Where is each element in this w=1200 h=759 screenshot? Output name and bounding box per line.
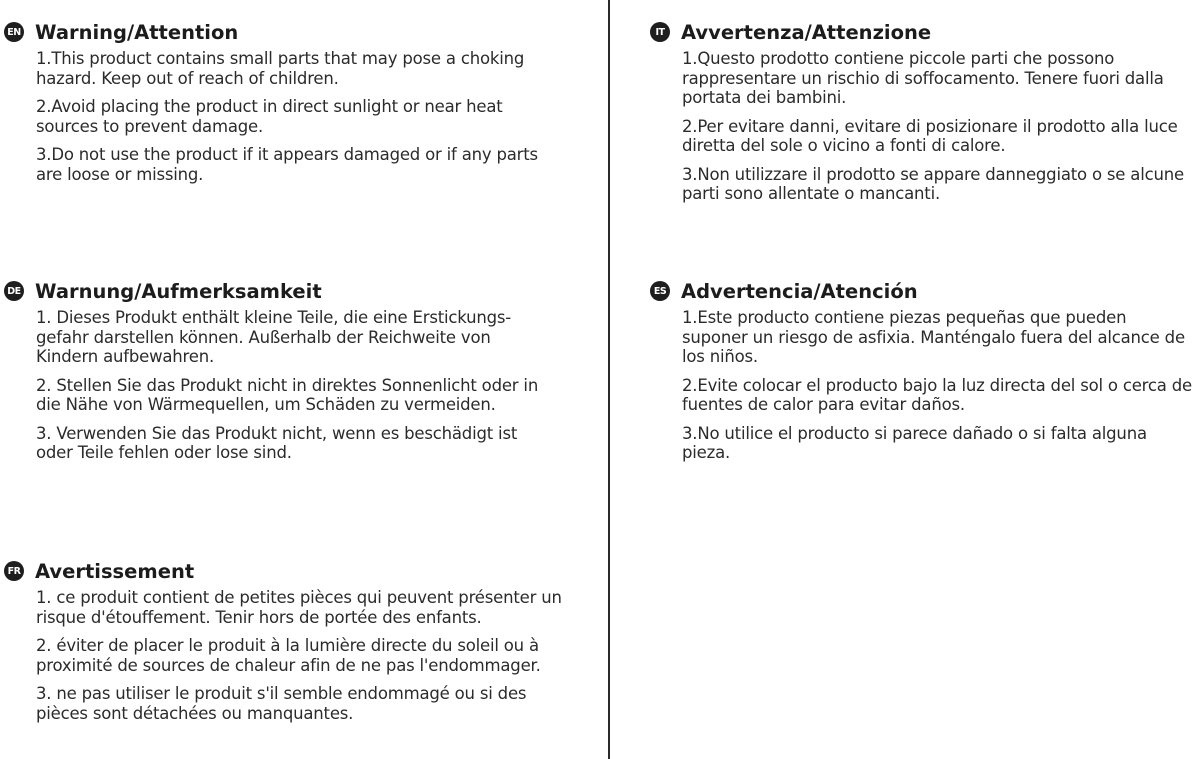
warning-item-es-2: 2.Evite colocar el producto bajo la luz directa del sol o cerca de fuentes de calor para evitar daños. (682, 375, 1192, 414)
section-body-es (650, 308, 1195, 463)
warning-item-de-2: 2. Stellen Sie das Produkt nicht in direktes Sonnenlicht oder in die Nähe von Wärmequellen, um Schäden zu vermeiden. (36, 375, 539, 414)
section-header-de (4, 276, 549, 306)
warning-item-es-3: 3.No utilice el producto si parece dañado o si falta alguna pieza. (682, 423, 1147, 462)
language-badge-it: IT (650, 22, 670, 42)
section-title-en: Warning/Attention (35, 20, 239, 44)
section-header-en (4, 17, 544, 47)
section-header-it (650, 17, 1198, 47)
language-badge-fr: FR (4, 561, 24, 581)
warning-item-fr-2: 2. éviter de placer le produit à la lumière directe du soleil ou à proximité de sources de chaleur afin de ne pas l'endommager. (36, 636, 541, 675)
warning-item-es-1: 1.Este producto contiene piezas pequeñas que pueden suponer un riesgo de asfixia. Manténgalo fuera del alcance de los niños. (682, 308, 1185, 366)
warning-item-en-3: 3.Do not use the product if it appears damaged or if any parts are loose or missing. (36, 145, 538, 184)
warning-item-it-2: 2.Per evitare danni, evitare di posizionare il prodotto alla luce diretta del sole o vicino a fonti di calore. (682, 116, 1178, 155)
section-de (4, 276, 549, 472)
section-title-it: Avvertenza/Attenzione (681, 20, 932, 44)
language-badge-es: ES (650, 281, 670, 301)
section-en (4, 17, 544, 193)
section-title-es: Advertencia/Atención (681, 279, 918, 303)
warning-item-en-1: 1.This product contains small parts that may pose a choking hazard. Keep out of reach of children. (36, 49, 525, 88)
section-it (650, 17, 1198, 213)
warning-item-it-3: 3.Non utilizzare il prodotto se appare danneggiato o se alcune parti sono allentate o mancanti. (682, 164, 1184, 203)
section-fr (4, 556, 564, 732)
section-title-fr: Avertissement (35, 559, 195, 583)
section-body-de (4, 308, 549, 463)
warning-item-it-1: 1.Questo prodotto contiene piccole parti che possono rappresentare un rischio di soffocamento. Tenere fuori dalla portata dei bambini. (682, 49, 1164, 107)
section-es (650, 276, 1195, 472)
section-header-es (650, 276, 1195, 306)
warning-item-de-3: 3. Verwenden Sie das Produkt nicht, wenn es beschädigt ist oder Teile fehlen oder lose sind. (36, 423, 518, 462)
warning-item-fr-3: 3. ne pas utiliser le produit s'il semble endommagé ou si des pièces sont détachées ou manquantes. (36, 684, 527, 723)
column-divider (608, 0, 610, 759)
section-header-fr (4, 556, 564, 586)
language-badge-de: DE (4, 281, 24, 301)
section-title-de: Warnung/Aufmerksamkeit (35, 279, 322, 303)
section-body-fr (4, 588, 564, 723)
section-body-it (650, 49, 1198, 204)
warning-item-en-2: 2.Avoid placing the product in direct sunlight or near heat sources to prevent damage. (36, 97, 503, 136)
section-body-en (4, 49, 544, 184)
warning-item-fr-1: 1. ce produit contient de petites pièces qui peuvent présenter un risque d'étouffement. Tenir hors de portée des enfants. (36, 588, 562, 627)
language-badge-en: EN (4, 22, 24, 42)
warning-item-de-1: 1. Dieses Produkt enthält kleine Teile, die eine Erstickungs-gefahr darstellen können. Außerhalb der Reichweite von Kindern aufbewahren. (36, 308, 512, 366)
